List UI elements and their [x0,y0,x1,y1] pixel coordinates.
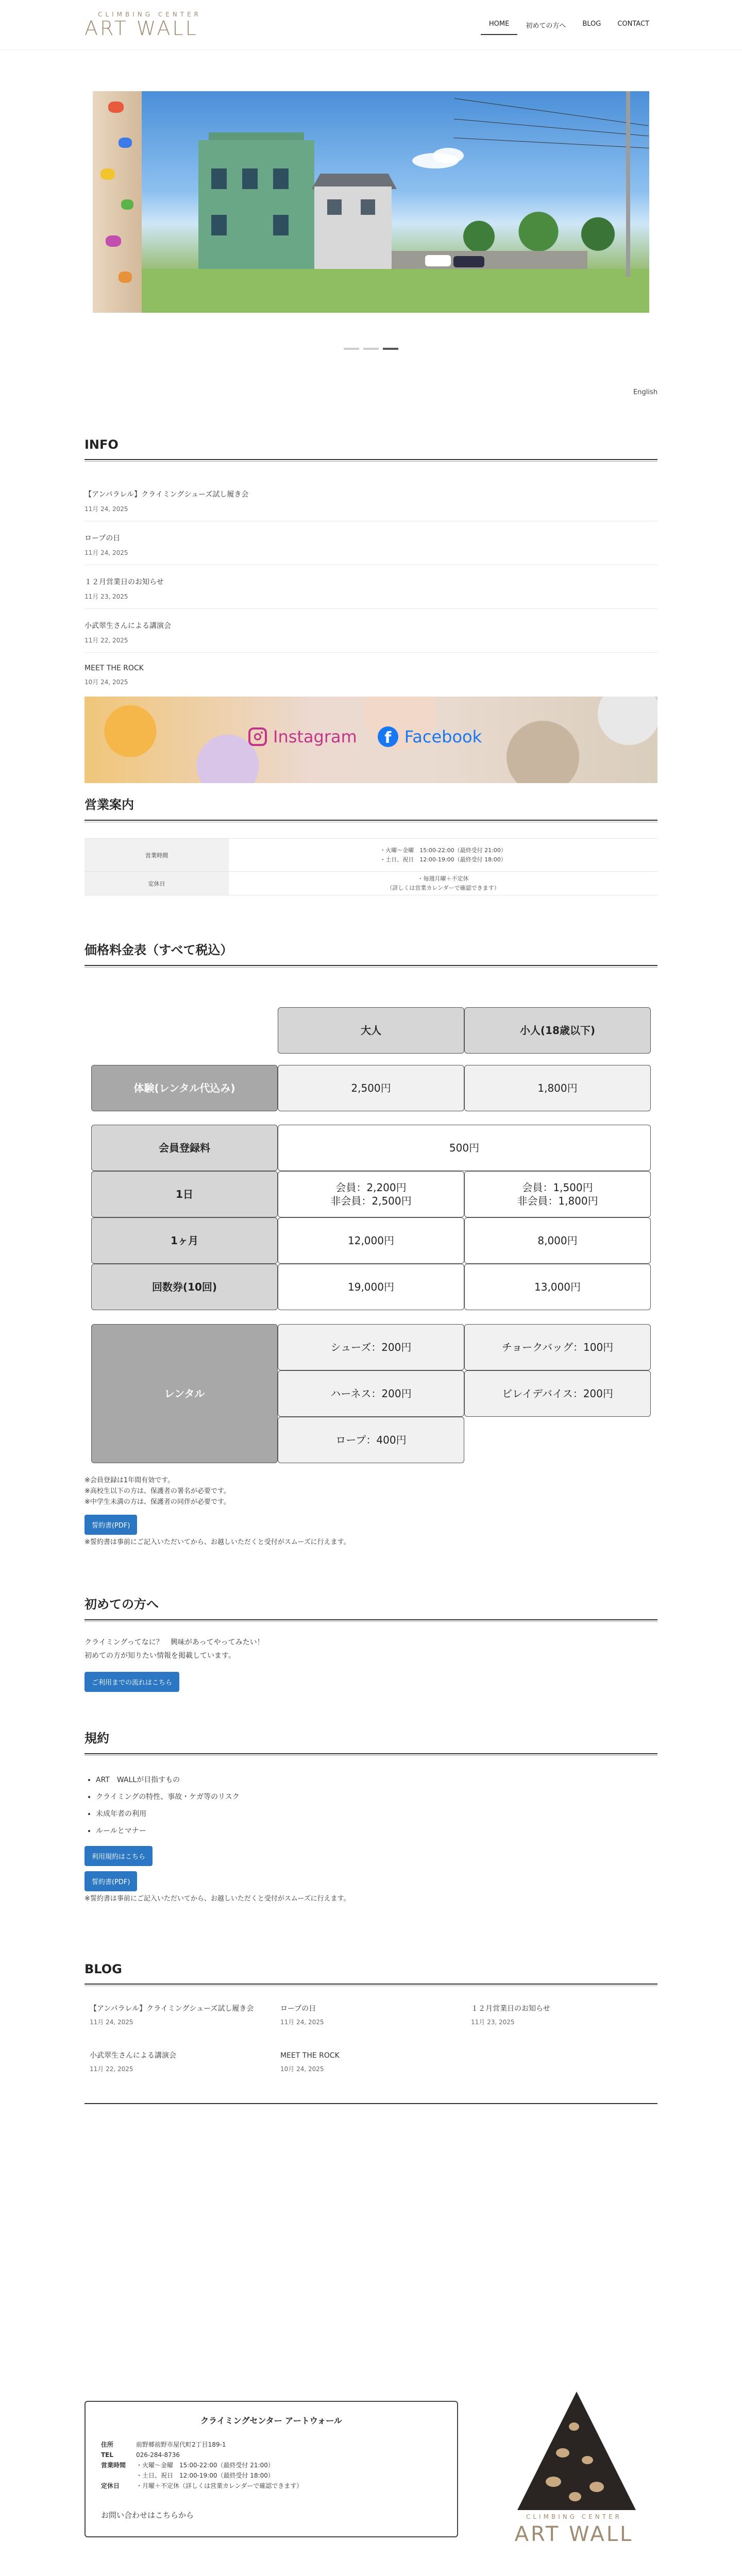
footer-row [101,2481,442,2491]
footer-value: 前野郷前野市屋代町2丁目189-1 [136,2441,226,2448]
info-section [85,437,657,697]
closed-value [229,872,657,895]
day-label: 1日 [91,1171,278,1217]
blog-card-link[interactable]: ロープの日 [280,2005,316,2013]
blog-card-link[interactable]: MEET THE ROCK [280,2052,340,2060]
price-section [85,940,657,1548]
footer-row [101,2439,442,2450]
price-note: ※高校生以下の方は、保護者の署名が必要です。 [85,1487,230,1495]
day-child [464,1171,651,1217]
slider-dot[interactable] [363,348,379,350]
nav-home[interactable]: HOME [481,15,517,35]
hours-title: 営業案内 [85,794,657,821]
footer-key: 営業時間 [101,2462,126,2469]
price-note: ※会員登録は1年間有効です。 [85,1477,175,1484]
info-item-date: 11月 23, 2025 [85,593,128,600]
list-item [85,609,657,653]
slider-dot-active[interactable] [383,348,398,350]
price-note: ※中学生未満の方は、保護者の同伴が必要です。 [85,1498,230,1506]
footer-logo-title: ART WALL [514,2522,634,2546]
rules-title: 規約 [85,1728,657,1754]
rental-chalk-bag: チョークバッグ：100円 [464,1324,651,1370]
blog-card-date: 11月 23, 2025 [471,2019,515,2026]
info-item-date: 11月 24, 2025 [85,549,128,556]
member-label: 会員登録料 [91,1125,278,1171]
logo-subtitle: CLIMBING CENTER [98,11,202,18]
rental-rope: ロープ：400円 [278,1417,464,1463]
rental-shoes: シューズ：200円 [278,1324,464,1370]
blog-card [275,2003,466,2026]
closed-line: ・毎週月曜＋不定休 [417,875,469,882]
pledge-pdf-button[interactable]: 誓約書(PDF) [85,1871,137,1891]
site-header [0,0,742,49]
ticket-label: 回数券(10回) [91,1264,278,1310]
contact-link[interactable]: お問い合わせはこちらから [101,2511,194,2520]
hours-value [229,839,657,872]
nav-blog[interactable]: BLOG [582,20,601,28]
slider-dots [0,348,742,350]
footer-key: TEL [101,2451,114,2459]
rules-item: • クライミングの特性、事故・ケガ等のリスク [96,1789,657,1806]
facebook-icon: f [378,726,398,747]
trial-adult: 2,500円 [278,1065,464,1111]
blog-grid [85,2003,657,2073]
info-item-link[interactable]: MEET THE ROCK [85,664,144,672]
ticket-adult: 19,000円 [278,1264,464,1310]
instagram-icon [248,727,267,746]
rules-list [85,1772,657,1840]
logo-title: ART WALL [85,17,198,40]
instagram-label: Instagram [273,727,357,747]
footer-logo[interactable] [497,2392,651,2554]
nav-beginners[interactable]: 初めての方へ [526,22,566,30]
blog-card [466,2003,656,2026]
blog-card [85,2050,275,2073]
rental-harness: ハーネス：200円 [278,1370,464,1417]
pledge-note: ※誓約書は事前にご記入いただいてから、お越しいただくと受付がスムーズに行えます。 [85,1895,350,1903]
info-item-link[interactable]: １２月営業日のお知らせ [85,578,164,586]
rules-item: • 未成年者の利用 [96,1806,657,1823]
list-item [85,565,657,609]
rules-item: • ルールとマナー [96,1823,657,1840]
facebook-label: Facebook [404,727,482,747]
footer-key: 住所 [101,2441,114,2448]
blog-divider [85,2103,657,2104]
hours-line: ・火曜～金曜 15:00-22:00（最終受付 21:00） [380,846,507,854]
info-item-date: 11月 24, 2025 [85,505,128,513]
site-footer [85,2401,657,2545]
list-item [85,478,657,521]
blog-card-link[interactable]: 小武翠生さんによる講演会 [90,2052,176,2060]
month-child: 8,000円 [464,1217,651,1264]
blog-card-date: 11月 24, 2025 [90,2019,133,2026]
beginners-text [85,1636,657,1663]
pledge-pdf-button[interactable]: 誓約書(PDF) [85,1515,137,1535]
blog-title: BLOG [85,1962,657,1985]
month-label: 1ヶ月 [91,1217,278,1264]
footer-row [101,2450,442,2460]
beginners-line: 初めての方が知りたい情報を掲載しています。 [85,1652,235,1660]
blog-card-date: 11月 22, 2025 [90,2065,133,2073]
month-adult: 12,000円 [278,1217,464,1264]
hours-label: 営業時間 [85,839,229,872]
footer-title: クライミングセンター アートウォール [200,2416,342,2426]
hours-section [85,794,657,895]
day-child-member: 会員：1,500円 [522,1181,593,1194]
ticket-child: 13,000円 [464,1264,651,1310]
footer-value: 026-284-8736 [136,2451,180,2459]
hours-line: ・土日、祝日 12:00-19:00（最終受付 18:00） [380,856,507,863]
header-child: 小人(18歳以下) [464,1007,651,1054]
hours-table [85,838,657,895]
footer-hours-line: ・火曜～金曜 15:00-22:00（最終受付 21:00） [136,2462,274,2469]
sns-links [248,726,482,747]
footer-value [136,2460,274,2481]
rules-item: • ART WALLが目指すもの [96,1772,657,1789]
sns-banner [85,697,657,783]
pledge-note: ※誓約書は事前にご記入いただいてから、お越しいただくと受付がスムーズに行えます。 [85,1538,350,1546]
blog-card-date: 11月 24, 2025 [280,2019,324,2026]
footer-value: ・月曜＋不定休（詳しくは営業カレンダーで確認できます） [136,2482,303,2489]
language-switch [85,388,657,396]
header-adult: 大人 [278,1007,464,1054]
day-adult [278,1171,464,1217]
beginners-title: 初めての方へ [85,1594,657,1620]
closed-line: （詳しくは営業カレンダーで確認できます） [386,884,500,891]
member-fee: 500円 [278,1125,651,1171]
footer-hours-line: ・土日、祝日 12:00-19:00（最終受付 18:00） [136,2472,274,2479]
info-item-link[interactable]: ロープの日 [85,534,121,543]
blog-card [85,2003,275,2026]
blog-section [85,1962,657,2073]
rental-label: レンタル [91,1324,278,1463]
rental-belay-device: ビレイデバイス：200円 [464,1370,651,1417]
blog-card-link[interactable]: 【アンパラレル】クライミングシューズ試し履き会 [90,2005,254,2013]
rules-section [85,1728,657,1904]
beginners-section [85,1594,657,1692]
footer-row [101,2460,442,2481]
closed-label: 定休日 [85,872,229,895]
hero-slide-image [93,91,649,313]
info-item-link[interactable]: 【アンパラレル】クライミングシューズ試し履き会 [85,490,249,499]
footer-logo-subtitle: CLIMBING CENTER [526,2513,622,2520]
day-adult-nonmember: 非会員：2,500円 [330,1195,412,1207]
blog-card-link[interactable]: １２月営業日のお知らせ [471,2005,550,2013]
price-table [85,1007,657,1486]
info-list [85,478,657,697]
blog-card-date: 10月 24, 2025 [280,2065,324,2073]
trial-child: 1,800円 [464,1065,651,1111]
day-child-nonmember: 非会員：1,800円 [517,1195,598,1207]
instagram-link[interactable] [248,727,357,747]
main-nav [481,15,657,35]
usage-flow-button[interactable]: ご利用までの流れはこちら [85,1672,179,1692]
header-divider [0,49,742,50]
terms-button[interactable]: 利用規約はこちら [85,1846,153,1866]
beginners-line: クライミングってなに？ 興味があってやってみたい！ [85,1638,264,1647]
nav-contact[interactable]: CONTACT [617,20,649,28]
info-item-link[interactable]: 小武翠生さんによる講演会 [85,622,171,630]
price-title: 価格料金表（すべて税込） [85,940,657,966]
list-item [85,521,657,565]
info-item-date: 10月 24, 2025 [85,679,128,686]
list-item [85,653,657,697]
blog-card [275,2050,466,2073]
slider-dot[interactable] [344,348,359,350]
info-title: INFO [85,437,657,460]
facebook-link[interactable] [378,726,482,747]
english-link[interactable]: English [633,388,657,396]
footer-info-box [85,2401,458,2537]
info-item-date: 11月 22, 2025 [85,637,128,644]
trial-label: 体験(レンタル代込み) [91,1065,278,1111]
site-logo[interactable] [85,11,201,39]
day-adult-member: 会員：2,200円 [335,1181,407,1194]
footer-key: 定休日 [101,2482,120,2489]
